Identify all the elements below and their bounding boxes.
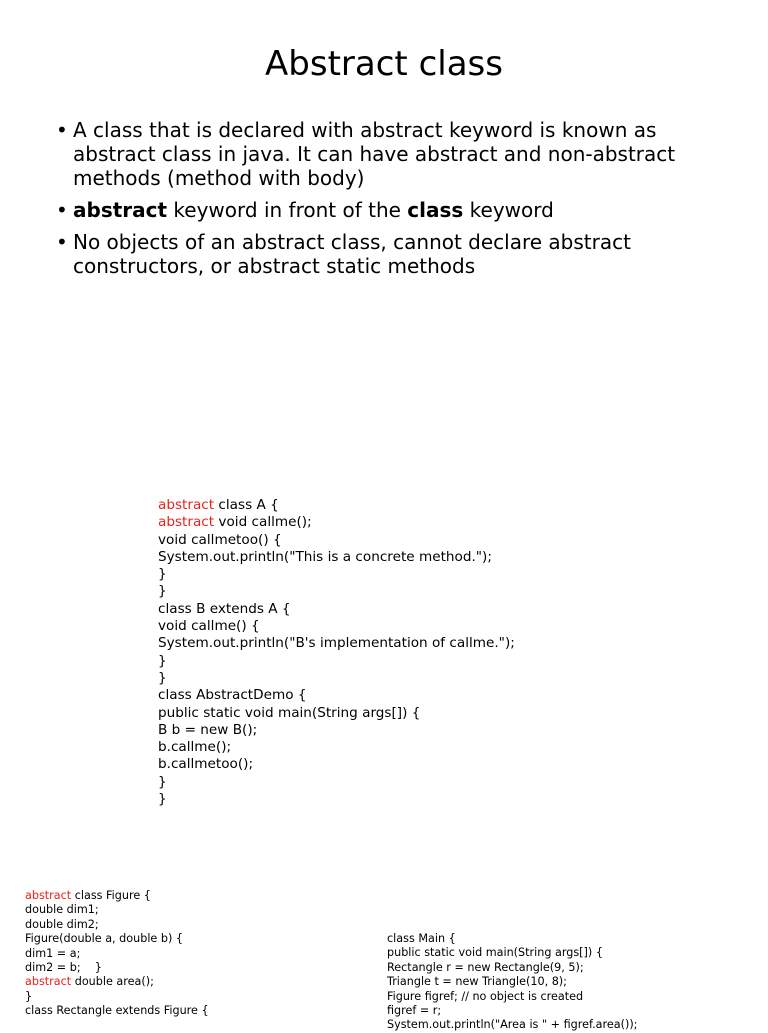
bullet-list [56,118,716,286]
code-text: void callmetoo() { [158,531,282,548]
code-line [158,566,515,583]
code-line [387,1004,637,1018]
code-line [158,687,515,704]
bullet-text: No objects of an abstract class, cannot declare abstract constructors, or abstract static methods [73,230,631,278]
code-line [25,903,209,917]
code-text: class AbstractDemo { [158,687,307,704]
code-text: double dim2; [25,917,99,931]
code-line [158,549,515,566]
code-line [158,722,515,739]
code-line [25,990,209,1004]
code-text: void callme(); [214,514,312,531]
code-line [387,990,637,1004]
code-text: class B extends A { [158,600,291,617]
code-line [25,1004,209,1018]
code-line [158,532,515,549]
code-text: Figure figref; // no object is created [387,989,584,1003]
bullet-keyword-class: class [407,198,464,222]
code-line [158,497,515,514]
code-text: public static void main(String args[]) { [158,704,421,721]
code-line [25,918,209,932]
bullet-dot: • [56,118,68,142]
code-text: } [158,669,167,686]
code-text: class Rectangle extends Figure { [25,1004,209,1018]
code-text: class Main { [387,932,456,945]
code-line [387,975,637,989]
code-text: System.out.println("This is a concrete method."); [158,548,492,565]
code-text: class A { [214,497,279,513]
code-line [158,774,515,791]
code-line [158,653,515,670]
code-block-figure [25,889,209,1019]
bullet-text: keyword [463,198,554,222]
code-text: B b = new B(); [158,721,258,738]
code-line [25,889,209,903]
code-text: System.out.println("Area is " + figref.area()); [387,1018,638,1032]
bullet-item [56,230,716,278]
bullet-text: keyword in front of the [167,198,408,222]
bullet-item [56,118,716,190]
bullet-dot: • [56,198,68,222]
code-line [158,756,515,773]
code-line [387,961,637,975]
code-line [387,932,637,946]
code-line [25,975,209,989]
code-text: b.callmetoo(); [158,756,254,773]
code-text: b.callme(); [158,739,232,756]
code-text: } [158,652,167,669]
code-line [158,739,515,756]
code-line [158,601,515,618]
code-text: } [158,791,167,808]
code-line [158,670,515,687]
code-line [158,635,515,652]
code-text: } [158,583,167,600]
code-text: public static void main(String args[]) { [387,946,603,960]
code-text: Figure(double a, double b) { [25,932,184,946]
code-text: } [25,989,33,1003]
slide-title: Abstract class [265,44,503,84]
bullet-keyword-abstract: abstract [73,198,168,222]
bullet-item [56,198,716,222]
code-text: void callme() { [158,618,260,635]
code-line [158,791,515,808]
code-line [25,961,209,975]
bullet-dot: • [56,230,68,254]
code-text: } [158,566,167,583]
code-line [158,583,515,600]
code-text: double dim1; [25,903,99,917]
code-text: dim1 = a; [25,946,81,960]
code-block-abstract-demo [158,497,515,808]
code-line [158,705,515,722]
code-text: Triangle t = new Triangle(10, 8); [387,975,567,989]
code-block-main-class [387,932,637,1033]
code-text: System.out.println("B's implementation of callme."); [158,635,515,652]
bullet-text: A class that is declared with abstract keyword is known as abstract class in java. It can have abstract and non-abstract methods (method with body) [73,118,676,190]
code-text: figref = r; [387,1004,442,1018]
code-line [25,932,209,946]
code-keyword: abstract [158,497,215,513]
code-line [387,946,637,960]
code-text: double area(); [71,975,154,989]
code-text: Rectangle r = new Rectangle(9, 5); [387,960,584,974]
code-keyword: abstract [25,975,72,989]
code-line [25,947,209,961]
code-line [387,1018,637,1032]
code-keyword: abstract [25,889,72,902]
code-line [158,514,515,531]
code-line [158,618,515,635]
code-keyword: abstract [158,514,215,531]
code-text: class Figure { [71,889,151,902]
code-text: dim2 = b; } [25,961,102,975]
code-text: } [158,773,167,790]
